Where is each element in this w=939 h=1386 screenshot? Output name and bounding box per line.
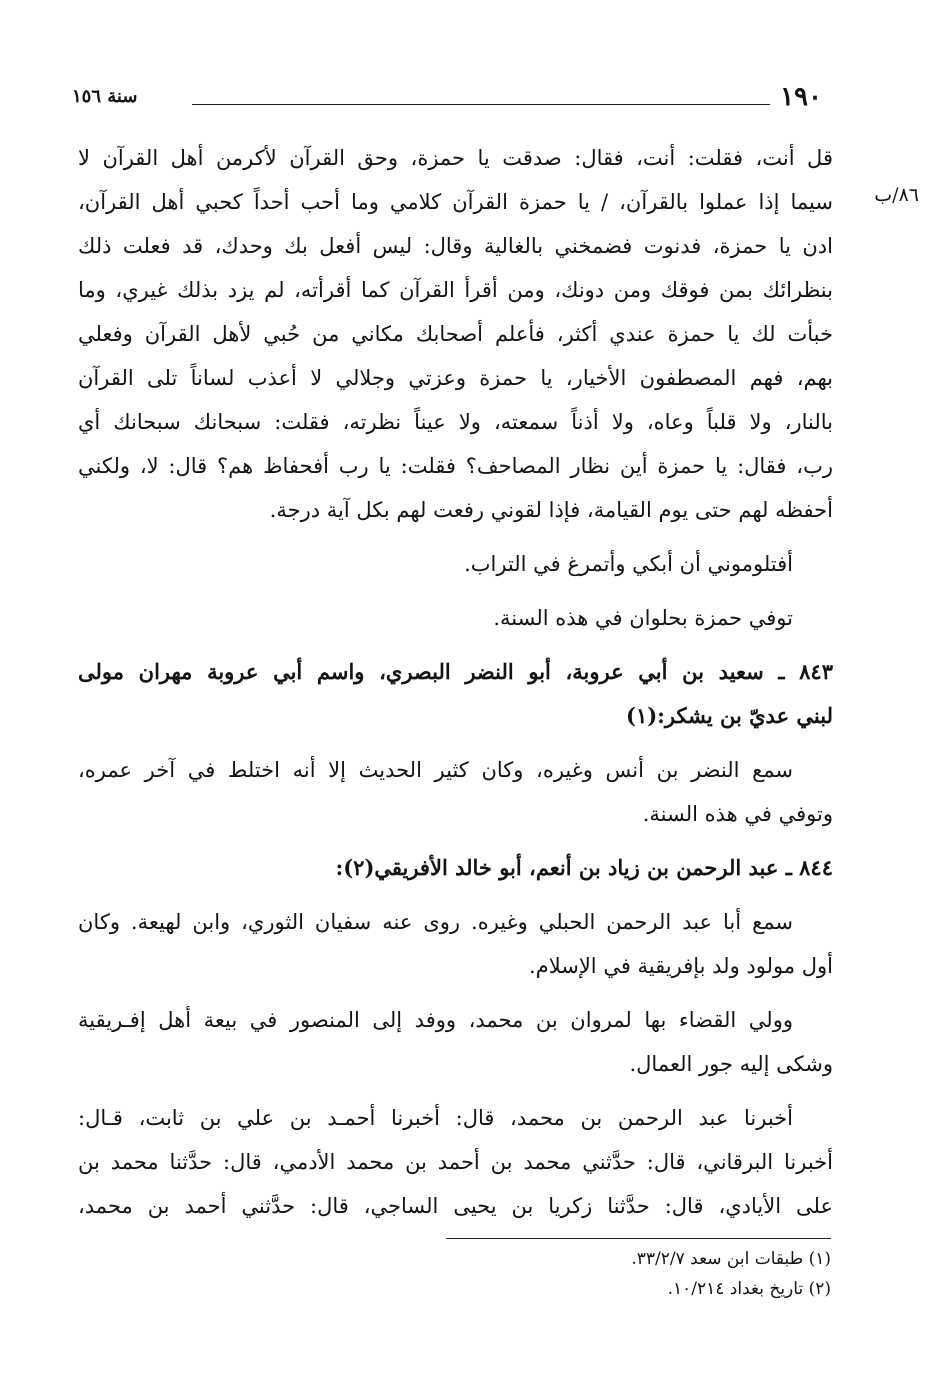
entry-844-text-3	[78, 1096, 833, 1228]
paragraph-death-note: توفي حمزة بحلوان في هذه السنة.	[493, 606, 793, 630]
entry-843-text	[78, 748, 833, 836]
year-label: سنة ١٥٦	[72, 86, 138, 107]
text-line: بالنار، ولا قلباً وعاه، ولا أذناً سمعته، ولا عيناً نظرته، فقلت: سبحانك سبحانك أي	[78, 410, 833, 434]
text-line: أحفظه لهم حتى يوم القيامة، فإذا لقوني رفعت لهم بكل آية درجة.	[269, 498, 833, 522]
margin-folio-mark: ٨٦/ب	[874, 184, 919, 206]
page-number: ١٩٠	[780, 82, 822, 112]
entry-heading-line: لبني عديّ بن يشكر:(١)	[626, 703, 833, 728]
footnotes	[411, 1244, 831, 1304]
entry-844-text-1	[78, 900, 833, 988]
footnote-1: (١) طبقات ابن سعد ٣٣/٢/٧.	[631, 1249, 831, 1269]
text-line: وتوفي في هذه السنة.	[642, 802, 833, 826]
running-head	[72, 82, 830, 116]
entry-844-heading: ٨٤٤ ـ عبد الرحمن بن زياد بن أنعم، أبو خالد الأفريقي(٢):	[335, 855, 833, 880]
text-line: سمع أبا عبد الرحمن الحبلي وغيره. روى عنه سفيان الثوري، وابن لهيعة. وكان	[78, 910, 793, 934]
paragraph-blame-line: أفتلوموني أن أبكي وأتمرغ في التراب.	[464, 552, 793, 576]
main-text	[78, 136, 833, 1228]
text-line: أخبرنا البرقاني، قال: حدَّثني محمد بن أحمد بن محمد الأدمي، قال: حدَّثنا محمد بن	[78, 1150, 833, 1174]
footnote-rule	[446, 1238, 831, 1239]
text-line: بهم، فهم المصطفون الأخيار، يا حمزة وعزتي وجلالي لا أعذب لساناً تلى القرآن	[78, 366, 833, 390]
text-line: وشكى إليه جور العمال.	[629, 1052, 833, 1076]
text-line: خبأت لك يا حمزة عندي أكثر، فأعلم أصحابك مكاني من حُبي لأهل القرآن وفعلي	[78, 322, 833, 346]
entry-heading-line: ٨٤٣ ـ سعيد بن أبي عروبة، أبو النضر البصري، واسم أبي عروبة مهران مولى	[78, 659, 833, 684]
footnote-2: (٢) تاريخ بغداد ١٠/٢١٤.	[667, 1279, 831, 1299]
text-line: سمع النضر بن أنس وغيره، وكان كثير الحديث إلا أنه اختلط في آخر عمره،	[78, 758, 793, 782]
header-rule	[192, 104, 770, 105]
text-line: ادن يا حمزة، فدنوت فضمخني بالغالية وقال: ليس أفعل بك وحدك، قد فعلت ذلك	[78, 234, 833, 258]
paragraph-hamza-narration	[78, 136, 833, 532]
text-line: على الأيادي، قال: حدَّثنا زكريا بن يحيى الساجي، قال: حدَّثني أحمد بن محمد،	[78, 1194, 833, 1218]
text-line: أول مولود ولد بإفريقية في الإسلام.	[529, 954, 833, 978]
text-line: وولي القضاء بها لمروان بن محمد، ووفد إلى المنصور في بيعة أهل إفـريقية	[78, 1008, 793, 1032]
text-line: سيما إذا عملوا بالقرآن، / يا حمزة القرآن كلامي وما أحب أحداً كحبي أهل القرآن،	[78, 190, 833, 214]
text-line: بنظرائك بمن فوقك ومن دونك، ومن أقرأ القرآن كما أقرأته، لم يزد بذلك غيري، وما	[78, 278, 833, 302]
entry-844-text-2	[78, 998, 833, 1086]
text-line: أخبرنا عبد الرحمن بن محمد، قال: أخبرنا أحمـد بن علي بن ثابت، قـال:	[78, 1106, 793, 1130]
text-line: قل أنت، فقلت: أنت، فقال: صدقت يا حمزة، وحق القرآن لأكرمن أهل القرآن لا	[78, 146, 833, 170]
entry-843-heading	[78, 650, 833, 738]
text-line: رب، فقال: يا حمزة أين نظار المصاحف؟ فقلت: يا رب أفحفاظ هم؟ قال: لا، ولكني	[78, 454, 833, 478]
